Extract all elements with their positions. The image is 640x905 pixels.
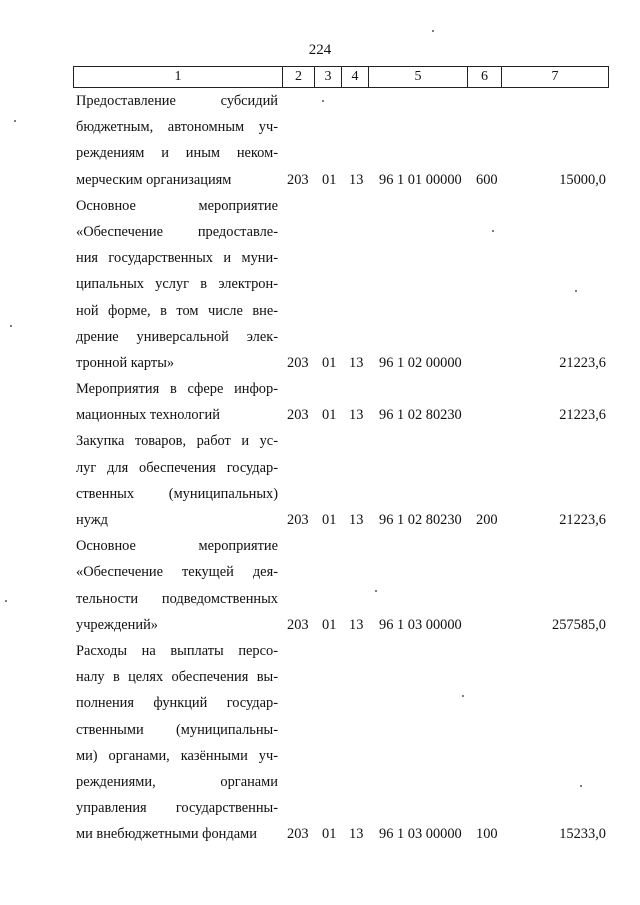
- code-vr: 200: [476, 512, 498, 528]
- scan-speck: [5, 600, 7, 602]
- code-vr: 600: [476, 171, 498, 188]
- description-line: «Обеспечение текущей дея-: [76, 564, 278, 581]
- table-row: [0, 533, 640, 638]
- code-gr: 203: [287, 616, 309, 633]
- scan-speck: [14, 120, 16, 122]
- row-description: [76, 193, 278, 376]
- description-line: ми внебюджетными фондами: [76, 826, 257, 843]
- amount: 21223,6: [559, 512, 606, 528]
- code-rz: 01: [322, 171, 337, 188]
- code-gr: 203: [287, 171, 309, 188]
- amount: 21223,6: [559, 354, 606, 371]
- code-cs: 96 1 01 00000: [379, 171, 462, 188]
- code-pr: 13: [349, 407, 364, 424]
- description-line: управления государственны-: [76, 800, 278, 817]
- scan-speck: [492, 230, 494, 232]
- header-col-3: 3: [315, 67, 342, 87]
- amount: 257585,0: [552, 616, 606, 633]
- description-line: Мероприятия в сфере инфор-: [76, 381, 278, 398]
- description-line: дрение универсальной элек-: [76, 328, 278, 345]
- code-gr: 203: [287, 354, 309, 371]
- table-row: [0, 428, 640, 533]
- description-line: мационных технологий: [76, 407, 220, 424]
- description-line: ми) органами, казёнными уч-: [76, 747, 278, 764]
- scan-speck: [375, 590, 377, 592]
- code-rz: 01: [322, 616, 337, 633]
- description-line: тронной карты»: [76, 354, 175, 371]
- row-description: [76, 533, 278, 638]
- amount: 15000,0: [559, 171, 606, 188]
- description-line: налу в целях обеспечения вы-: [76, 669, 278, 686]
- description-line: бюджетным, автономным уч-: [76, 119, 278, 136]
- description-line: Основное мероприятие: [76, 538, 278, 555]
- scan-speck: [322, 100, 324, 102]
- description-line: ния государственных и муни-: [76, 250, 278, 267]
- table-row: [0, 88, 640, 193]
- description-line: ственных (муниципальных): [76, 485, 278, 502]
- description-line: Предоставление субсидий: [76, 93, 278, 109]
- code-pr: 13: [349, 826, 364, 843]
- description-line: «Обеспечение предоставле-: [76, 223, 278, 240]
- row-description: [76, 428, 278, 533]
- budget-table-body: [0, 88, 640, 847]
- description-line: ственными (муниципальны-: [76, 721, 278, 738]
- code-gr: 203: [287, 512, 309, 528]
- code-pr: 13: [349, 171, 364, 188]
- description-line: Основное мероприятие: [76, 197, 278, 214]
- description-line: нужд: [76, 512, 108, 528]
- header-col-1: 1: [74, 67, 283, 87]
- scan-speck: [580, 785, 582, 787]
- code-rz: 01: [322, 354, 337, 371]
- description-line: учреждений»: [76, 616, 158, 633]
- scan-speck: [575, 290, 577, 292]
- description-line: реждениям и иным неком-: [76, 145, 278, 162]
- description-line: Расходы на выплаты персо-: [76, 642, 278, 659]
- header-col-5: 5: [369, 67, 468, 87]
- code-rz: 01: [322, 512, 337, 528]
- description-line: полнения функций государ-: [76, 695, 278, 712]
- code-cs: 96 1 02 80230: [379, 512, 462, 528]
- code-rz: 01: [322, 407, 337, 424]
- description-line: ципальных услуг в электрон-: [76, 276, 278, 293]
- page-number: 224: [308, 42, 332, 58]
- row-description: [76, 88, 278, 193]
- code-gr: 203: [287, 407, 309, 424]
- table-header-row: [73, 66, 609, 88]
- header-col-2: 2: [283, 67, 315, 87]
- row-description: [76, 376, 278, 428]
- description-line: Закупка товаров, работ и ус-: [76, 433, 278, 450]
- code-pr: 13: [349, 354, 364, 371]
- scan-speck: [10, 325, 12, 327]
- row-description: [76, 638, 278, 848]
- header-col-4: 4: [342, 67, 369, 87]
- description-line: луг для обеспечения государ-: [76, 459, 278, 476]
- header-col-7: 7: [551, 69, 559, 84]
- table-row: [0, 376, 640, 428]
- header-col-6: 6: [468, 67, 502, 87]
- code-gr: 203: [287, 826, 309, 843]
- description-line: реждениями, органами: [76, 773, 278, 790]
- description-line: тельности подведомственных: [76, 590, 278, 607]
- description-line: ной форме, в том числе вне-: [76, 302, 278, 319]
- code-cs: 96 1 03 00000: [379, 826, 462, 843]
- description-line: мерческим организациям: [76, 171, 232, 188]
- code-cs: 96 1 03 00000: [379, 616, 462, 633]
- table-row: [0, 193, 640, 376]
- code-pr: 13: [349, 512, 364, 528]
- table-row: [0, 638, 640, 848]
- code-pr: 13: [349, 616, 364, 633]
- amount: 15233,0: [559, 826, 606, 843]
- code-cs: 96 1 02 00000: [379, 354, 462, 371]
- scan-speck: [462, 695, 464, 697]
- code-cs: 96 1 02 80230: [379, 407, 462, 424]
- code-vr: 100: [476, 826, 498, 843]
- code-rz: 01: [322, 826, 337, 843]
- amount: 21223,6: [559, 407, 606, 424]
- scan-speck: [432, 30, 434, 32]
